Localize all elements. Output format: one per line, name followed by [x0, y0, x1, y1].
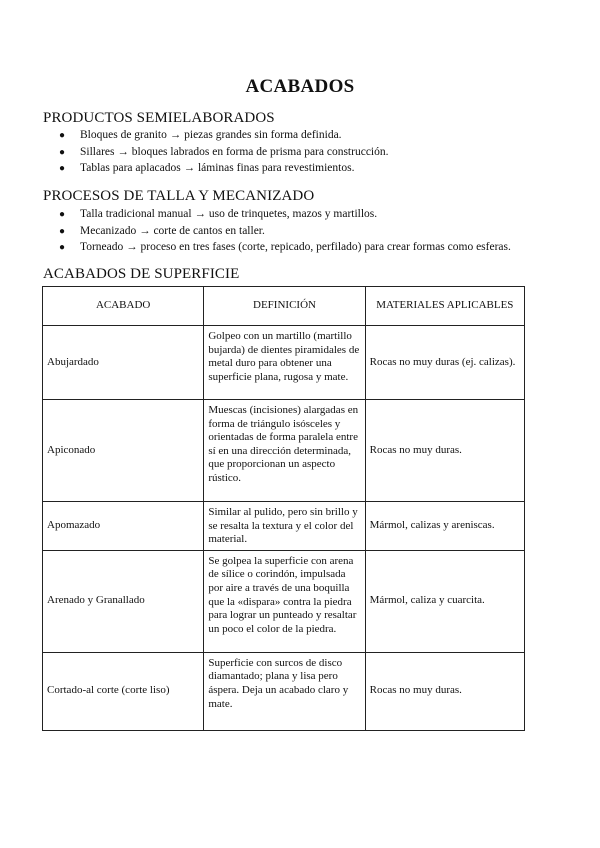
finishes-table — [42, 286, 525, 731]
cell-materiales: Rocas no muy duras (ej. calizas). — [365, 326, 524, 400]
list-item: ● Torneado → proceso en tres fases (corte, repicado, perfilado) para crear formas como esferas. — [59, 239, 511, 256]
cell-definicion: Se golpea la superficie con arena de sílice o corindón, impulsada por aire a través de una boquilla que la «dispara» contra la piedra para lograr un punteado y resaltar un poco el color de la piedra. — [204, 550, 365, 652]
table-row — [43, 400, 525, 502]
column-header-materiales: MATERIALES APLICABLES — [365, 287, 524, 326]
list-productos — [59, 127, 389, 177]
cell-acabado: Apiconado — [43, 400, 204, 502]
table-row — [43, 652, 525, 730]
list-item: ● Sillares → bloques labrados en forma de prisma para construcción. — [59, 144, 389, 161]
cell-materiales: Rocas no muy duras. — [365, 652, 524, 730]
cell-acabado: Apomazado — [43, 502, 204, 551]
column-header-definicion: DEFINICIÓN — [204, 287, 365, 326]
list-item: ● Mecanizado → corte de cantos en taller. — [59, 223, 511, 240]
section-heading-acabados: ACABADOS DE SUPERFICIE — [43, 266, 240, 282]
cell-definicion: Superficie con surcos de disco diamantado; plana y lisa pero áspera. Deja un acabado claro y mate. — [204, 652, 365, 730]
bullet-icon: ● — [59, 163, 66, 174]
column-header-acabado: ACABADO — [43, 287, 204, 326]
list-procesos — [59, 206, 511, 256]
list-item: ● Bloques de granito → piezas grandes sin forma definida. — [59, 127, 389, 144]
cell-definicion: Similar al pulido, pero sin brillo y se resalta la textura y el color del material. — [204, 502, 365, 551]
cell-materiales: Rocas no muy duras. — [365, 400, 524, 502]
cell-definicion: Golpeo con un martillo (martillo bujarda) de dientes piramidales de metal duro para obtener una superficie plana, rugosa y mate. — [204, 326, 365, 400]
bullet-icon: ● — [59, 130, 66, 141]
page-title: ACABADOS — [245, 76, 355, 97]
list-item: ● Talla tradicional manual → uso de trinquetes, mazos y martillos. — [59, 206, 511, 223]
bullet-icon: ● — [59, 146, 66, 158]
bullet-icon: ● — [59, 242, 66, 253]
cell-acabado: Abujardado — [43, 326, 204, 400]
section-heading-procesos: PROCESOS DE TALLA Y MECANIZADO — [43, 188, 315, 204]
table-row — [43, 502, 525, 551]
cell-materiales: Mármol, calizas y areniscas. — [365, 502, 524, 551]
cell-acabado: Arenado y Granallado — [43, 550, 204, 652]
bullet-icon: ● — [59, 209, 66, 220]
cell-acabado: Cortado-al corte (corte liso) — [43, 652, 204, 730]
table-row — [43, 326, 525, 400]
list-item: ● Tablas para aplacados → láminas finas para revestimientos. — [59, 160, 389, 177]
bullet-icon: ● — [59, 225, 66, 237]
cell-materiales: Mármol, caliza y cuarcita. — [365, 550, 524, 652]
section-heading-productos: PRODUCTOS SEMIELABORADOS — [43, 110, 275, 126]
table-row — [43, 550, 525, 652]
cell-definicion: Muescas (incisiones) alargadas en forma de triángulo isósceles y orientadas de forma paralela entre sí en una dirección determinada, que proporcionan un aspecto rústico. — [204, 400, 365, 502]
table-header-row — [43, 287, 525, 326]
